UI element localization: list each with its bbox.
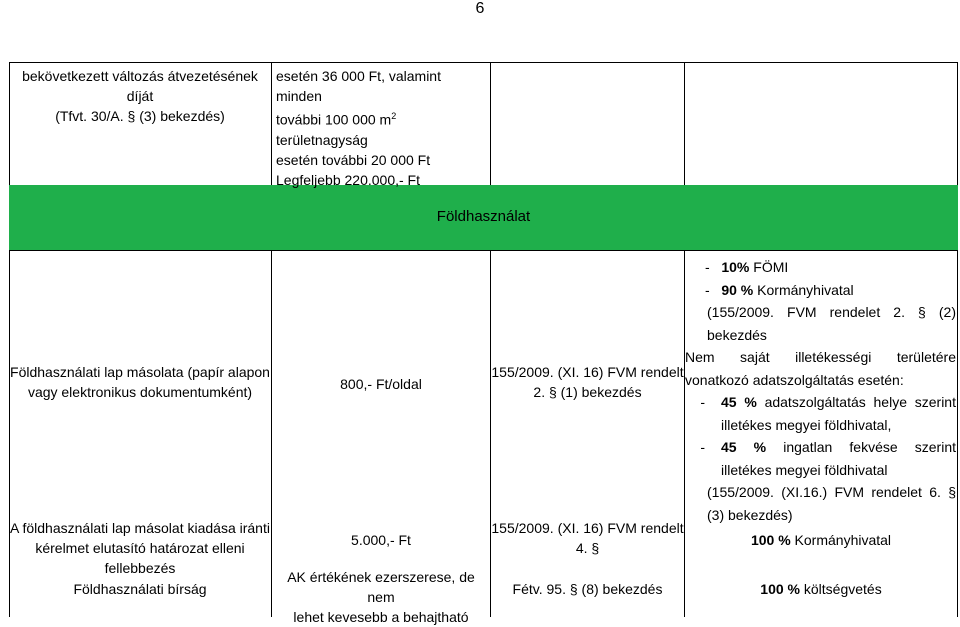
- table-right-border: [957, 62, 958, 185]
- kiadas-distribution: 100 % Kormányhivatal: [750, 532, 892, 548]
- lap-fee: 800,- Ft/oldal: [340, 376, 422, 392]
- distribution-item: - 10% FÖMI: [705, 259, 789, 275]
- table-top-border: [9, 62, 958, 63]
- col-border: [684, 62, 685, 185]
- col-border: [490, 62, 491, 185]
- lap-distribution: - 10% FÖMI - 90 % Kormányhivatal (155/2009. FVM rendelet 2. § (2) bekezdés Nem saját illetékességi területére vonatkozó adatszolgáltatás esetén: - 45 % adatszolgáltatás helye szerint illetékes megyei földhivatal, - 45 % ingatlan fekvése szerint illetékes megyei földhivatal (155/2009. (XI.16.) FVM rendelet 6. § (3) bekezdés): [685, 256, 956, 526]
- col-border: [490, 250, 491, 617]
- fee-amount: esetén 36 000 Ft, valamint minden további 100 000 $m^2$ területnagyság esetén további 20 000 Ft Legfeljebb 220.000,- Ft: [276, 66, 488, 190]
- area-line: további 100 000 $m^2$ területnagyság: [276, 111, 397, 148]
- col-border: [271, 62, 272, 185]
- fee-description: bekövetkezett változás átvezetésének díját (Tfvt. 30/A. § (3) bekezdés): [22, 68, 258, 124]
- birsag-distribution: 100 % költségvetés: [760, 581, 882, 597]
- distribution-item: - 90 % Kormányhivatal: [705, 281, 854, 298]
- birsag-description: Földhasználati bírság: [73, 581, 207, 597]
- kiadas-legal-reference: 155/2009. (XI. 16) FVM rendelt 4. §: [491, 520, 684, 556]
- table-right-border: [957, 250, 958, 617]
- kiadas-description: A földhasználati lap másolat kiadása iránti kérelmet elutasító határozat elleni fellebbezés: [10, 520, 270, 576]
- lap-legal-reference: 155/2009. (XI. 16) FVM rendelt 2. § (1) bekezdés: [491, 364, 684, 400]
- row-border: [9, 250, 958, 251]
- kiadas-fee: 5.000,- Ft: [351, 532, 411, 548]
- page-number: 6: [475, 0, 485, 17]
- distribution-item: - 45 % adatszolgáltatás helye szerint illetékes megyei földhivatal,: [700, 394, 956, 433]
- birsag-legal-reference: Fétv. 95. § (8) bekezdés: [512, 581, 663, 597]
- birsag-fee: AK értékének ezerszerese, de nem lehet kevesebb a behajtható: [287, 569, 475, 625]
- lap-description: Földhasználati lap másolata (papír alapon vagy elektronikus dokumentumként): [10, 364, 270, 400]
- distribution-item: - 45 % ingatlan fekvése szerint illetékes megyei földhivatal: [700, 439, 956, 478]
- section-title: Földhasználat: [436, 208, 531, 225]
